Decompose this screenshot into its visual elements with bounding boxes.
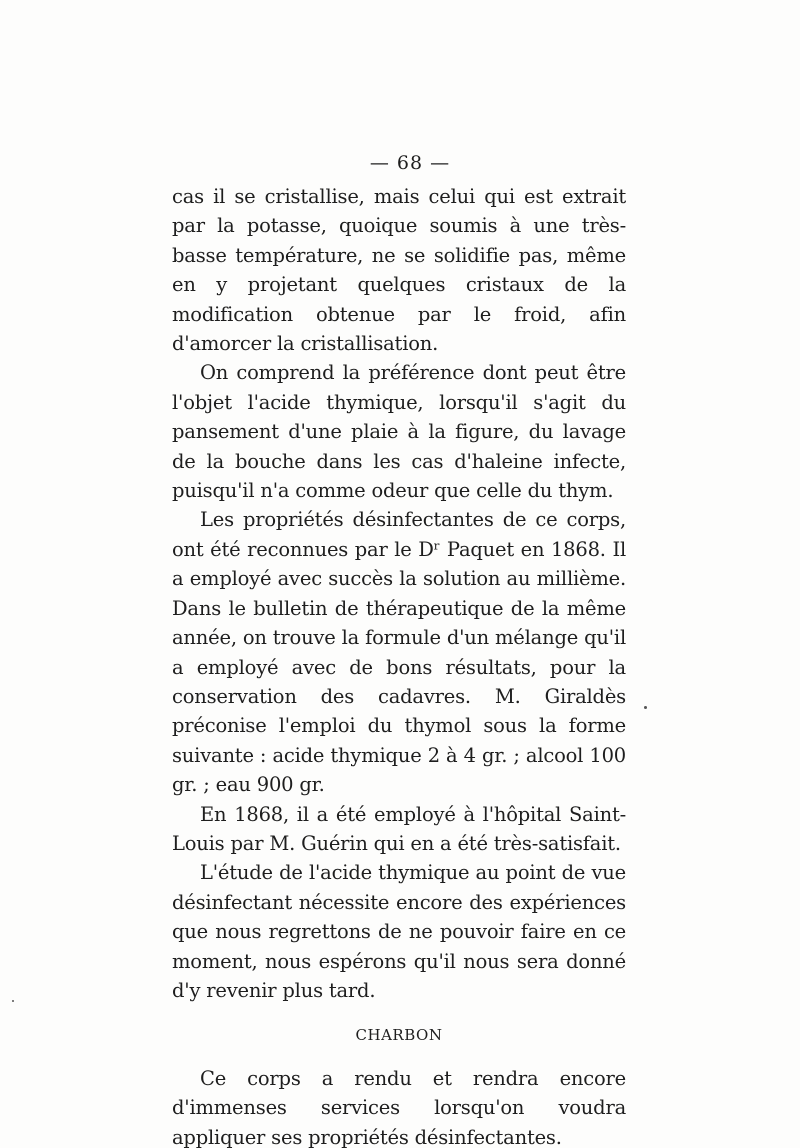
paper-speck bbox=[644, 706, 647, 709]
paper-speck bbox=[12, 1000, 14, 1002]
paragraph-saint-louis-hospital: En 1868, il a été employé à l'hôpital Saint-Louis par M. Guérin qui en a été très-satisfait. bbox=[172, 802, 626, 855]
page-number: — 68 — bbox=[369, 152, 451, 174]
paragraph-disinfectant-properties: Les propriétés désinfectantes de ce corps, ont été reconnues par le Dʳ Paquet en 1868. Il a employé avec succès la solution au millième. Dans le bulletin de thérapeutique de la même année, on trouve la formule d'un mélange qu'il a employé avec de bons résultats, pour la conservation des cadavres. M. Giraldès préconise l'emploi du thymol sous la forme suivante : acide thymique 2 à 4 gr. ; alcool 100 gr. ; eau 900 gr. bbox=[172, 508, 626, 797]
paragraph-further-study: L'étude de l'acide thymique au point de vue désinfectant nécessite encore des expériences que nous regrettons de ne pouvoir faire en ce moment, nous espérons qu'il nous sera donné d'y revenir plus tard. bbox=[172, 861, 626, 1002]
section-heading-charbon: CHARBON bbox=[355, 1026, 443, 1045]
paragraph-charbon: Ce corps a rendu et rendra encore d'immenses services lorsqu'on voudra appliquer ses propriétés désinfectantes. bbox=[172, 1066, 626, 1148]
paragraph-thymic-acid-preference: On comprend la préférence dont peut être l'objet l'acide thymique, lorsqu'il s'agit du pansement d'une plaie à la figure, du lavage de la bouche dans les cas d'haleine infecte, puisqu'il n'a comme odeur que celle du thym. bbox=[172, 361, 626, 503]
body-text bbox=[172, 182, 626, 1148]
paragraph-continuation: cas il se cristallise, mais celui qui est extrait par la potasse, quoique soumis à une très-basse température, ne se solidifie pas, même en y projetant quelques cristaux de la modification obtenue par le froid, afin d'amorcer la cristallisation. bbox=[172, 185, 626, 356]
